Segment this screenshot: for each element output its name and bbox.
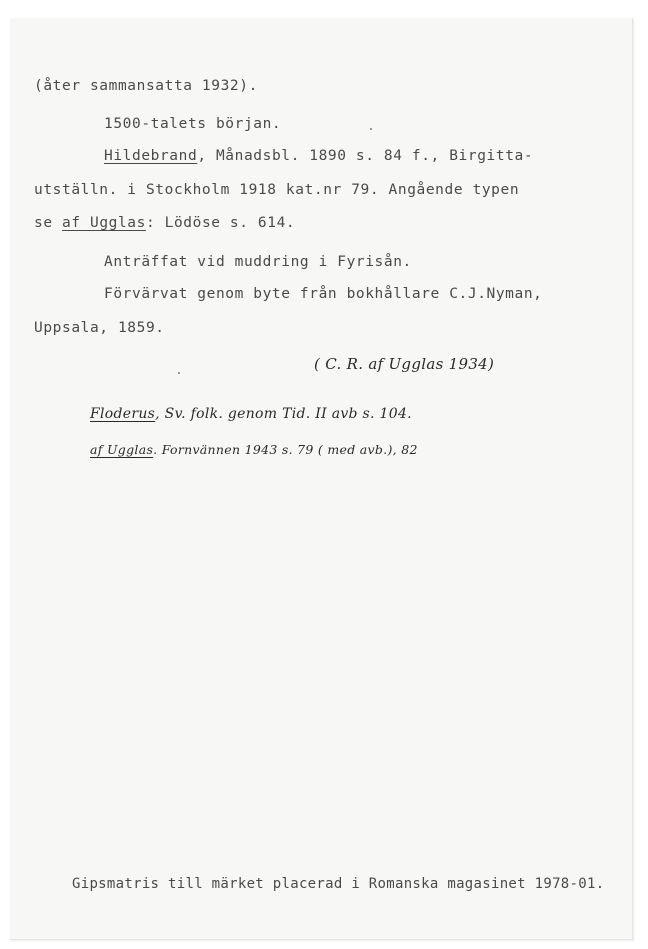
speck [370,128,372,130]
author-hildebrand: Hildebrand [104,148,198,164]
typed-line-7: Förvärvat genom byte från bokhållare C.J.Nyman, [104,286,543,302]
handwritten-reference-2-rest: . Fornvännen 1943 s. 79 ( med avb.), 82 [153,442,418,457]
handwritten-reference-1-rest: , Sv. folk. genom Tid. II avb s. 104. [155,406,412,422]
typed-line-2: 1500-talets början. [104,116,282,132]
typed-line-5 [34,215,295,231]
handwritten-reference-1 [90,406,412,422]
author-floderus: Floderus [90,406,156,422]
typed-line-3 [104,148,533,164]
typed-line-6: Anträffat vid muddring i Fyrisån. [104,254,412,270]
footer-note: Gipsmatris till märket placerad i Romanska magasinet 1978-01. [72,876,605,892]
typed-line-3-rest: , Månadsbl. 1890 s. 84 f., Birgitta- [197,148,534,164]
author-af-ugglas: af Ugglas [62,215,146,231]
typed-line-8: Uppsala, 1859. [34,320,165,336]
author-af-ugglas-hw: af Ugglas [90,442,154,457]
handwritten-reference-2 [90,442,418,457]
typed-line-4: utställn. i Stockholm 1918 kat.nr 79. Angående typen [34,182,520,198]
speck [178,372,180,374]
typed-line-1: (åter sammansatta 1932). [34,78,258,94]
typed-line-5-rest: : Lödöse s. 614. [145,215,296,231]
handwritten-attribution: ( C. R. af Ugglas 1934) [314,355,495,373]
typed-line-5-pre: se [34,215,62,231]
